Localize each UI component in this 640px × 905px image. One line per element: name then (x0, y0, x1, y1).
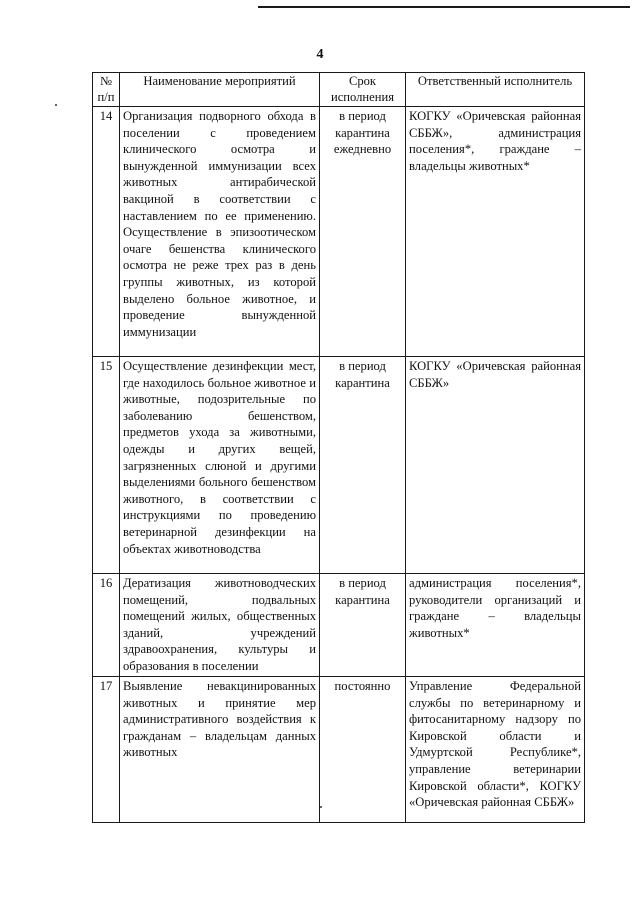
table-row (93, 677, 585, 823)
scan-artifact-line (258, 6, 630, 8)
measure-name: Осуществление дезинфекции мест, где находилось больное животное и животные, подозрительные по заболеванию бешенством, предметов ухода за животными, одежды и других вещей, загрязненных слюной и другими выделениями больного бешенством животного, в соответствии с инструкциями по проведению ветеринарной дезинфекции на объектах животноводства (120, 357, 320, 574)
measure-responsible: администрация поселения*, руководители организаций и граждане – владельцы животных* (406, 574, 585, 677)
measure-name: Выявление невакцинированных животных и принятие мер административного воздействия к гражданам – владельцам данных животных (120, 677, 320, 823)
measure-responsible: КОГКУ «Оричевская районная СББЖ», администрация поселения*, граждане – владельцы животных* (406, 107, 585, 357)
measure-name: Организация подворного обхода в поселении с проведением клинического осмотра и вынужденной иммунизации всех животных антирабической вакциной в соответствии с наставлением по ее применению. Осуществление в эпизоотическом очаге бешенства клинического осмотра не реже трех раз в день группы животных, из которой выделено больное животное, и проведение вынужденной иммунизации (120, 107, 320, 357)
table-row (93, 574, 585, 677)
page-number: 4 (316, 47, 324, 62)
measure-term: в период карантина (320, 574, 406, 677)
row-number: 16 (93, 574, 120, 677)
measure-responsible: Управление Федеральной службы по ветеринарному и фитосанитарному надзору по Кировской области и Удмуртской Республике*, управление ветеринарии Кировской области*, КОГКУ «Оричевская районная СББЖ» (406, 677, 585, 823)
measure-term: постоянно (320, 677, 406, 823)
measure-term: в период карантина ежедневно (320, 107, 406, 357)
row-number: 15 (93, 357, 120, 574)
scan-speck (55, 104, 57, 106)
row-number: 14 (93, 107, 120, 357)
table-header-row (93, 73, 585, 107)
column-header-number: № п/п (93, 73, 120, 107)
measure-responsible: КОГКУ «Оричевская районная СББЖ» (406, 357, 585, 574)
table-row (93, 107, 585, 357)
column-header-term: Срок исполнения (320, 73, 406, 107)
measure-term: в период карантина (320, 357, 406, 574)
column-header-responsible: Ответственный исполнитель (406, 73, 585, 107)
row-number: 17 (93, 677, 120, 823)
measures-table (92, 72, 585, 823)
column-header-name: Наименование мероприятий (120, 73, 320, 107)
measure-name: Дератизация животноводческих помещений, подвальных помещений жилых, общественных зданий, учреждений здравоохранения, культуры и образования в поселении (120, 574, 320, 677)
table-row (93, 357, 585, 574)
